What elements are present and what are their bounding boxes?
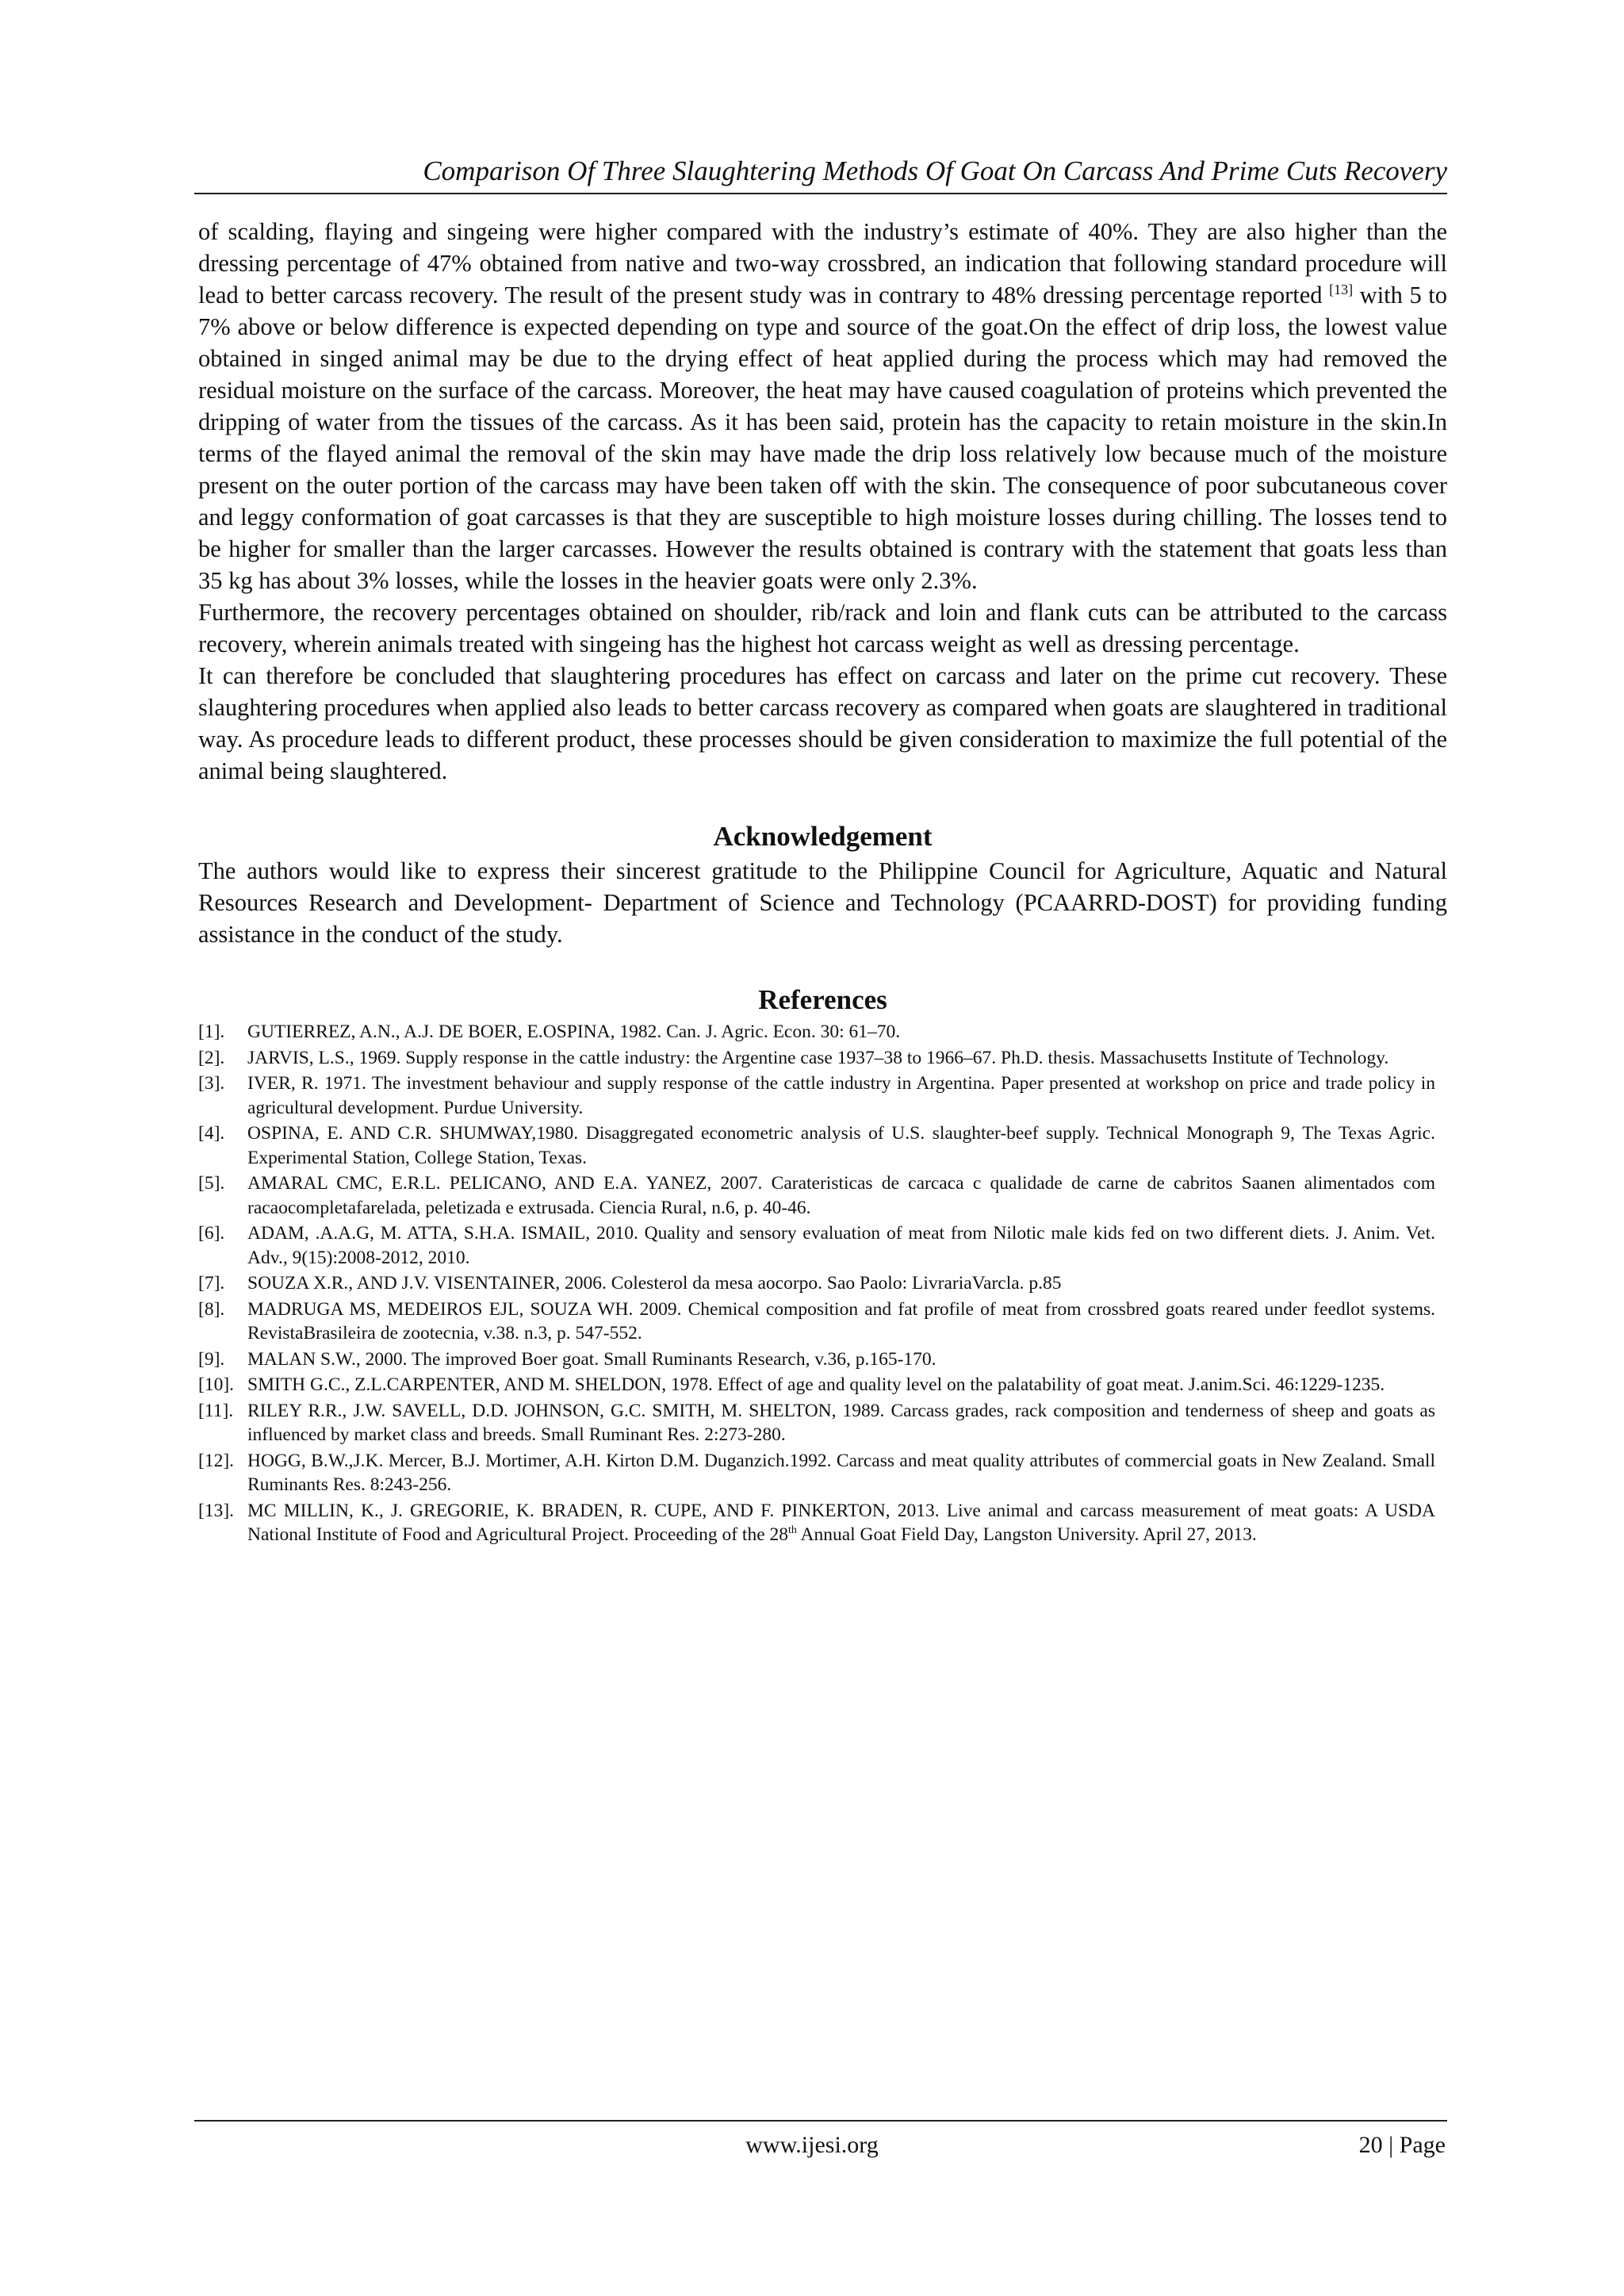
reference-text: OSPINA, E. AND C.R. SHUMWAY,1980. Disaggregated econometric analysis of U.S. slaughter-beef supply. Technical Monograph 9, The Texas Agric. Experimental Station, College Station, Texas. [247, 1123, 1435, 1168]
page-body [198, 216, 1447, 1549]
header-divider [194, 193, 1447, 194]
acknowledgement-text: The authors would like to express their sincerest gratitude to the Philippine Council for Agriculture, Aquatic and Natural Resources Research and Development- Department of Science and Technology (PCAARRD-DOST) for providing funding assistance in the conduct of the study. [198, 857, 1447, 948]
reference-item [198, 1171, 1447, 1220]
reference-item [198, 1121, 1447, 1170]
body-paragraph-1-part-a: of scalding, flaying and singeing were higher compared with the industry’s estimate of 40%. They are also higher than the dressing percentage of 47% obtained from native and two-way crossbred, an indication that following standard procedure will lead to better carcass recovery. The result of the present study was in contrary to 48% dressing percentage reported [198, 218, 1447, 309]
reference-item [198, 1399, 1447, 1447]
reference-number: [4]. [198, 1123, 225, 1144]
references-heading: References [758, 984, 887, 1015]
reference-item [198, 1046, 1447, 1071]
reference-number: [10]. [198, 1374, 235, 1395]
reference-text [247, 1499, 1447, 1547]
reference-number: [1]. [198, 1022, 225, 1042]
reference-item [198, 1020, 1447, 1045]
ordinal-superscript: th [788, 1524, 797, 1537]
reference-text-part-a: MC MILLIN, K., J. GREGORIE, K. BRADEN, R. CUPE, AND F. PINKERTON, 2013. Live animal and carcass measurement of meat goats: A USDA National Institute of Food and Agricultural Project. Proceeding of the 28 [247, 1500, 1435, 1545]
reference-text: ADAM, .A.A.G, M. ATTA, S.H.A. ISMAIL, 2010. Quality and sensory evaluation of meat from Nilotic male kids fed on two different diets. J. Anim. Vet. Adv., 9(15):2008-2012, 2010. [247, 1223, 1435, 1268]
references-list [198, 1020, 1447, 1547]
acknowledgement-heading: Acknowledgement [713, 821, 933, 852]
reference-text-part-b: Annual Goat Field Day, Langston University. April 27, 2013. [796, 1524, 1257, 1545]
reference-number: [12]. [198, 1450, 235, 1471]
reference-number: [8]. [198, 1298, 225, 1320]
reference-number: [11]. [198, 1400, 234, 1421]
reference-text: GUTIERREZ, A.N., A.J. DE BOER, E.OSPINA, 1982. Can. J. Agric. Econ. 30: 61–70. [247, 1022, 901, 1042]
reference-text: RILEY R.R., J.W. SAVELL, D.D. JOHNSON, G.C. SMITH, M. SHELTON, 1989. Carcass grades, rack composition and tenderness of sheep and goats as influenced by market class and breeds. Small Ruminant Res. 2:273-280. [247, 1400, 1435, 1445]
citation-superscript: [13] [1329, 281, 1354, 297]
footer-divider [194, 2120, 1447, 2122]
reference-number: [13]. [198, 1500, 235, 1521]
reference-number: [9]. [198, 1348, 225, 1370]
reference-number: [6]. [198, 1223, 225, 1244]
reference-text: JARVIS, L.S., 1969. Supply response in the cattle industry: the Argentine case 1937–38 to 1966–67. Ph.D. thesis. Massachusetts Institute of Technology. [247, 1047, 1389, 1068]
reference-number: [5]. [198, 1173, 225, 1194]
reference-item [198, 1373, 1447, 1397]
body-paragraph-2: Furthermore, the recovery percentages obtained on shoulder, rib/rack and loin and flank cuts can be attributed to the carcass recovery, wherein animals treated with singeing has the highest hot carcass weight as well as dressing percentage. [198, 599, 1447, 657]
reference-text: HOGG, B.W.,J.K. Mercer, B.J. Mortimer, A.H. Kirton D.M. Duganzich.1992. Carcass and meat quality attributes of commercial goats in New Zealand. Small Ruminants Res. 8:243-256. [247, 1450, 1435, 1495]
reference-number: [3]. [198, 1073, 225, 1094]
reference-item [198, 1071, 1447, 1120]
reference-item [198, 1221, 1447, 1270]
footer-url: www.ijesi.org [745, 2132, 879, 2158]
body-paragraph-3: It can therefore be concluded that slaughtering procedures has effect on carcass and later on the prime cut recovery. These slaughtering procedures when applied also leads to better carcass recovery as compared when goats are slaughtered in traditional way. As procedure leads to different product, these processes should be given consideration to maximize the full potential of the animal being slaughtered. [198, 662, 1447, 784]
reference-number: [7]. [198, 1273, 225, 1294]
body-paragraph-1 [198, 216, 1447, 596]
page-number: 20 | Page [1358, 2132, 1446, 2158]
reference-item [198, 1271, 1447, 1296]
reference-text: IVER, R. 1971. The investment behaviour and supply response of the cattle industry in Argentina. Paper presented at workshop on price and trade policy in agricultural development. Purdue University. [247, 1073, 1435, 1118]
reference-text: SOUZA X.R., AND J.V. VISENTAINER, 2006. Colesterol da mesa aocorpo. Sao Paolo: LivrariaVarcla. p.85 [247, 1273, 1062, 1294]
reference-item [198, 1449, 1447, 1497]
reference-item [198, 1499, 1447, 1547]
reference-text: MADRUGA MS, MEDEIROS EJL, SOUZA WH. 2009. Chemical composition and fat profile of meat from crossbred goats reared under feedlot systems. RevistaBrasileira de zootecnia, v.38. n.3, p. 547-552. [247, 1298, 1435, 1343]
running-header: Comparison Of Three Slaughtering Methods Of Goat On Carcass And Prime Cuts Recovery [423, 155, 1447, 186]
reference-text: AMARAL CMC, E.R.L. PELICANO, AND E.A. YANEZ, 2007. Carateristicas de carcaca c qualidade de carne de cabritos Saanen alimentados com racaocompletafarelada, peletizada e extrusada. Ciencia Rural, n.6, p. 40-46. [247, 1173, 1435, 1218]
reference-item [198, 1297, 1447, 1346]
reference-number: [2]. [198, 1047, 225, 1068]
body-paragraph-1-part-b: with 5 to 7% above or below difference is expected depending on type and source of the goat.On the effect of drip loss, the lowest value obtained in singed animal may be due to the drying effect of heat applied during the process which may had removed the residual moisture on the surface of the carcass. Moreover, the heat may have caused coagulation of proteins which prevented the dripping of water from the tissues of the carcass. As it has been said, protein has the capacity to retain moisture in the skin.In terms of the flayed animal the removal of the skin may have made the drip loss relatively low because much of the moisture present on the outer portion of the carcass may have been taken off with the skin. The consequence of poor subcutaneous cover and leggy conformation of goat carcasses is that they are susceptible to high moisture losses during chilling. The losses tend to be higher for smaller than the larger carcasses. However the results obtained is contrary with the statement that goats less than 35 kg has about 3% losses, while the losses in the heavier goats were only 2.3%. [198, 282, 1447, 594]
reference-item [198, 1347, 1447, 1372]
reference-text: SMITH G.C., Z.L.CARPENTER, AND M. SHELDON, 1978. Effect of age and quality level on the palatability of goat meat. J.anim.Sci. 46:1229-1235. [247, 1374, 1385, 1395]
reference-text: MALAN S.W., 2000. The improved Boer goat. Small Ruminants Research, v.36, p.165-170. [247, 1348, 936, 1370]
